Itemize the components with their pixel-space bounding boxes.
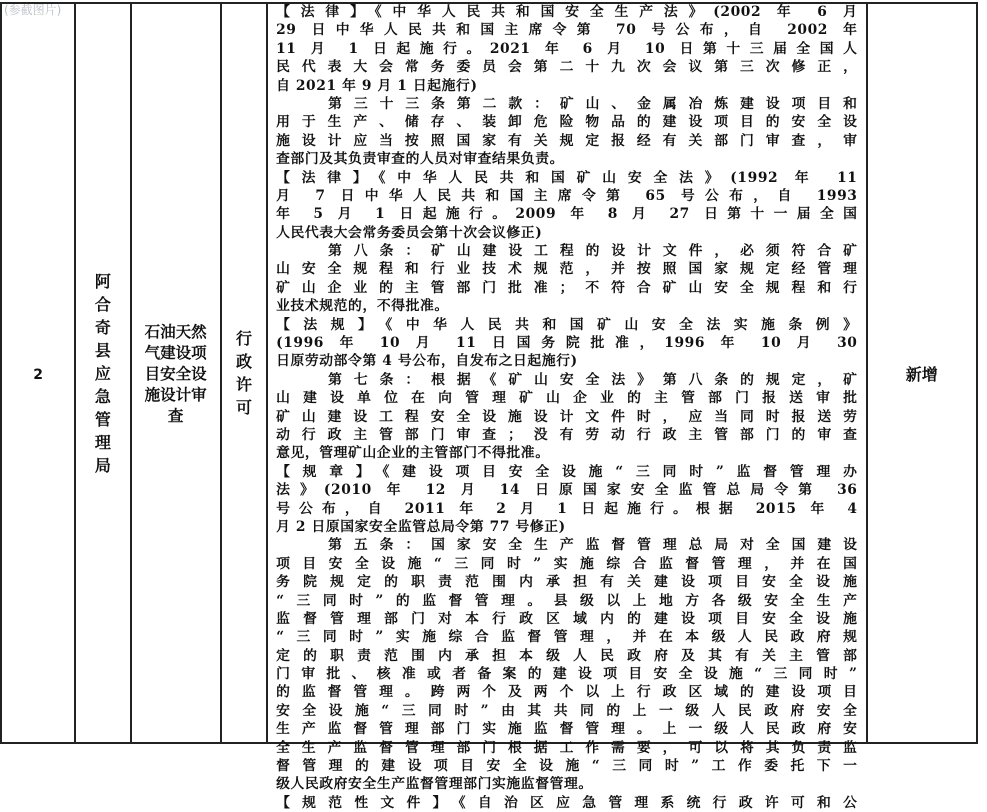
legal-basis-line: 第五条：国家安全生产监督管理总局对全国建设 [328, 537, 858, 554]
legal-basis-line: 【法律】《中华人民共和国安全生产法》(2002 年 6 月 [276, 4, 858, 20]
permit-type-cell [221, 3, 267, 743]
legal-basis-line: “三同时”实施综合监督管理，并在本级人民政府规 [276, 629, 858, 646]
legal-basis-line: 法》(2010 年 12 月 14 日原国家安全监管总局令第 36 [276, 482, 858, 499]
legal-basis-line: 矿山企业的主管部门批准；不符合矿山安全规程和行 [276, 279, 858, 296]
legal-basis-line: 山建设单位在向管理矿山企业的主管部门报送审批 [276, 390, 858, 407]
legal-basis-line: 【规章】《建设项目安全设施“三同时”监督管理办 [276, 463, 858, 480]
legal-basis-line: 监督管理部门对本行政区域内的建设项目安全设施 [276, 610, 858, 627]
legal-basis-line: 月 7 日中华人民共和国主席令第 65 号公布，自 1993 [276, 187, 858, 204]
item-name-cell [131, 3, 221, 743]
legal-basis-line: 查部门及其负责审查的人员对审查结果负责。 [276, 151, 564, 168]
legal-basis-line: 人民代表大会常务委员会第十次会议修正) [276, 224, 543, 241]
legal-basis-line: “三同时”的监督管理。县级以上地方各级安全生产 [276, 592, 858, 609]
seq-cell [1, 3, 75, 743]
legal-basis-text [276, 3, 858, 811]
item-name: 石油天然气建设项目安全设施设计审查 [144, 321, 207, 425]
note-cell [867, 3, 977, 743]
legal-basis-line: 施设计应当按照国家有关规定报经有关部门审查，审 [276, 132, 858, 149]
department-cell [75, 3, 130, 743]
legal-basis-line: 矿山建设工程安全设施设计文件时，应当同时报送劳 [276, 408, 858, 425]
legal-basis-line: 自 2021 年 9 月 1 日起施行) [276, 77, 478, 94]
legal-basis-line: 第七条：根据《矿山安全法》第八条的规定，矿 [328, 371, 858, 388]
legal-basis-line: 号公布，自 2011 年 2 月 1 日起施行。根据 2015 年 4 [276, 500, 858, 517]
screenshot-watermark: (参截图片) [4, 3, 62, 17]
legal-basis-line: 门审批、核准或者备案的建设项目安全设施“三同时” [276, 666, 858, 683]
legal-basis-line: 级人民政府安全生产监督管理部门实施监督管理。 [276, 776, 593, 793]
legal-basis-line: 项目安全设施“三同时”实施综合监督管理，并在国 [276, 555, 858, 572]
legal-basis-line: 第八条：矿山建设工程的设计文件，必须符合矿 [328, 243, 858, 260]
permit-type: 行政许可 [235, 329, 252, 417]
legal-basis-line: 定的职责范围内承担本级人民政府及其有关主管部 [276, 647, 858, 664]
legal-basis-line: 【法规】《中华人民共和国矿山安全法实施条例》 [276, 316, 858, 333]
legal-basis-line: 月 2 日原国家安全监管总局令第 77 号修正) [276, 518, 566, 535]
department-name: 阿合奇县应急管理局 [94, 271, 111, 475]
legal-basis-line: 用于生产、储存、装卸危险物品的建设项目的安全设 [276, 114, 858, 131]
legal-basis-line: 【规范性文件】《自治区应急管理系统行政许可和公 [276, 794, 858, 811]
permit-table [0, 2, 978, 811]
legal-basis-line: 督管理的建设项目安全设施“三同时”工作委托下一 [276, 758, 858, 775]
legal-basis-line: 山安全规程和行业技术规范，并按照国家规定经管理 [276, 261, 858, 278]
legal-basis-cell [267, 3, 866, 811]
legal-basis-line: 的监督管理。跨两个及两个以上行政区域的建设项目 [276, 684, 858, 701]
legal-basis-line: 民代表大会常务委员会第二十九次会议第三次修正， [276, 59, 858, 76]
legal-basis-line: 生产监督管理部门实施监督管理。上一级人民政府安 [276, 721, 858, 738]
legal-basis-line: 【法律】《中华人民共和国矿山安全法》(1992 年 11 [276, 169, 858, 186]
row-number: 2 [33, 366, 44, 383]
legal-basis-line: 年 5 月 1 日起施行。2009 年 8 月 27 日第十一届全国 [276, 206, 858, 223]
legal-basis-line: 29 日中华人民共和国主席令第 70 号公布，自 2002 年 [276, 22, 858, 39]
table-row [1, 3, 977, 743]
legal-basis-line: 意见，管理矿山企业的主管部门不得批准。 [276, 445, 550, 462]
legal-basis-line: 11 月 1 日起施行。2021 年 6 月 10 日第十三届全国人 [276, 40, 858, 57]
legal-basis-line: 务院规定的职责范围内承担有关建设项目安全设施 [276, 574, 858, 591]
legal-basis-line: 业技术规范的，不得批准。 [276, 298, 449, 315]
legal-basis-line: 第三十三条第二款：矿山、金属冶炼建设项目和 [328, 95, 858, 112]
legal-basis-line: (1996 年 10 月 11 日国务院批准，1996 年 10 月 30 [276, 335, 858, 352]
legal-basis-line: 日原劳动部令第 4 号公布，自发布之日起施行) [276, 353, 578, 370]
note-text: 新增 [905, 364, 938, 384]
legal-basis-line: 安全设施“三同时”由其共同的上一级人民政府安全 [276, 702, 858, 719]
legal-basis-line: 全生产监督管理部门根据工作需要，可以将其负责监 [276, 739, 858, 756]
legal-basis-line: 动行政主管部门审查；没有劳动行政主管部门的审查 [276, 426, 858, 443]
